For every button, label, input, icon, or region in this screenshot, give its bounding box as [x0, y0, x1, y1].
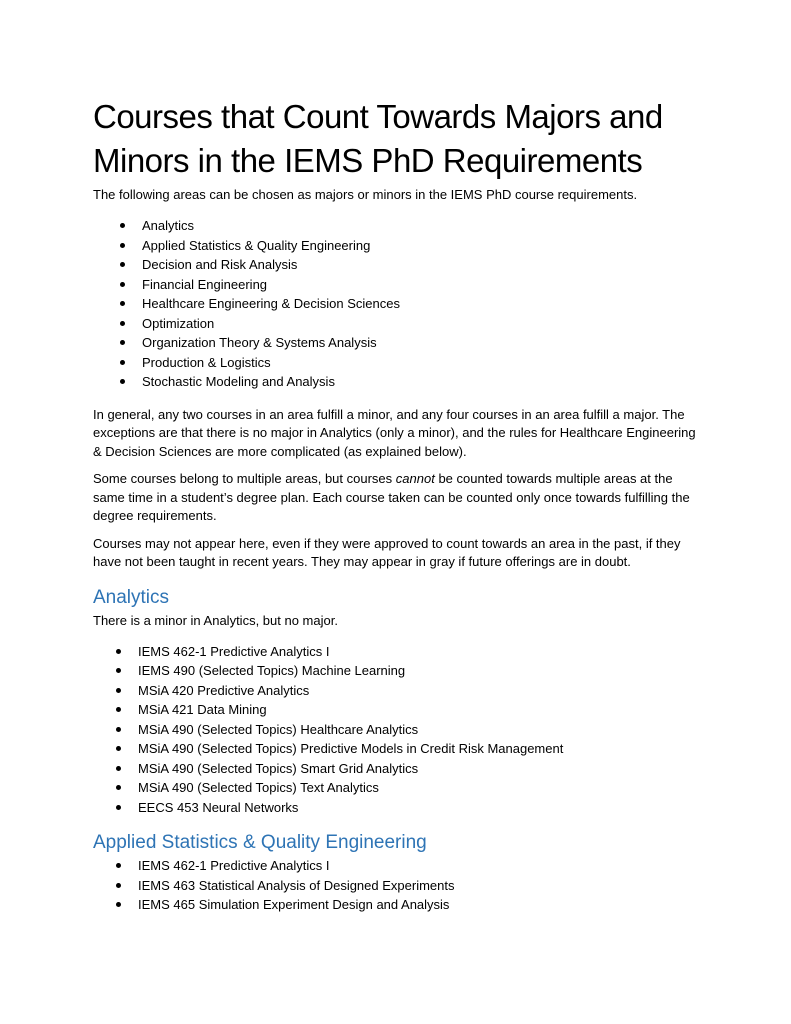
paragraph-text: be counted towards multiple areas at the same time in a student’s degree plan. Each course taken can be counted only once towards fulfilling the degree requirements.: [93, 471, 690, 523]
title-line-2: Minors in the IEMS PhD Requirements: [93, 142, 643, 179]
course-label: IEMS 462-1 Predictive Analytics I: [138, 643, 330, 659]
area-label: Analytics: [142, 218, 195, 233]
title-line-1: Courses that Count Towards Majors and: [93, 98, 663, 135]
paragraph-text: Some courses belong to multiple areas, but courses: [93, 471, 396, 486]
bullet-icon: [120, 223, 125, 228]
bullet-icon: [116, 883, 121, 888]
bullet-icon: [120, 301, 125, 306]
multiple-areas-paragraph: [93, 470, 701, 526]
bullet-icon: [120, 340, 125, 345]
list-item: [93, 739, 701, 759]
section-heading-analytics: Analytics: [93, 586, 170, 608]
list-item: [93, 255, 701, 275]
area-label: Healthcare Engineering & Decision Sciences: [142, 296, 400, 311]
bullet-icon: [116, 668, 121, 673]
course-label: IEMS 490 (Selected Topics) Machine Learning: [138, 663, 406, 678]
section-note: There is a minor in Analytics, but no major.: [93, 612, 338, 628]
bullet-icon: [120, 360, 125, 365]
area-label: Production & Logistics: [142, 354, 271, 370]
list-item: [93, 778, 701, 798]
intro-paragraph: The following areas can be chosen as majors or minors in the IEMS PhD course requirements.: [93, 187, 638, 202]
list-item: [93, 876, 701, 896]
course-label: MSiA 420 Predictive Analytics: [138, 682, 310, 698]
bullet-icon: [120, 321, 125, 326]
course-label: MSiA 490 (Selected Topics) Smart Grid Analytics: [138, 760, 419, 776]
bullet-icon: [120, 379, 125, 384]
list-item: [93, 353, 701, 373]
list-item: [93, 642, 701, 662]
list-item: [93, 681, 701, 701]
course-label: MSiA 490 (Selected Topics) Healthcare Analytics: [138, 721, 419, 737]
course-label: MSiA 490 (Selected Topics) Predictive Models in Credit Risk Management: [138, 741, 564, 756]
availability-paragraph: Courses may not appear here, even if they were approved to count towards an area in the past, if they have not been taught in recent years. They may appear in gray if future offerings are in doubt.: [93, 535, 681, 569]
area-label: Organization Theory & Systems Analysis: [142, 335, 377, 350]
bullet-icon: [116, 649, 121, 654]
list-item: [93, 798, 701, 818]
bullet-icon: [120, 262, 125, 267]
area-label: Stochastic Modeling and Analysis: [142, 374, 335, 389]
areas-list: [93, 216, 701, 392]
area-label: Decision and Risk Analysis: [142, 257, 298, 272]
bullet-icon: [116, 707, 121, 712]
list-item: [93, 294, 701, 314]
course-label: IEMS 463 Statistical Analysis of Designed Experiments: [138, 877, 455, 893]
course-label: IEMS 465 Simulation Experiment Design and Analysis: [138, 897, 450, 912]
area-label: Financial Engineering: [142, 276, 268, 292]
applied-statistics-course-list: [93, 856, 701, 915]
area-label: Applied Statistics & Quality Engineering: [142, 237, 371, 253]
analytics-course-list: [93, 642, 701, 818]
section-heading-applied-statistics: Applied Statistics & Quality Engineering: [93, 832, 427, 853]
bullet-icon: [120, 243, 125, 248]
emphasis-text: cannot: [395, 471, 435, 486]
rules-paragraph: In general, any two courses in an area fulfill a minor, and any four courses in an area fulfill a major. The exceptions are that there is no major in Analytics (only a minor), and the rules for Healthcare Engineering & Decision Sciences are more complicated (as explained below).: [93, 406, 696, 459]
list-item: [93, 275, 701, 295]
list-item: [93, 720, 701, 740]
bullet-icon: [116, 727, 121, 732]
list-item: [93, 700, 701, 720]
list-item: [93, 314, 701, 334]
page-title: [93, 95, 701, 183]
course-label: MSiA 421 Data Mining: [138, 702, 267, 717]
bullet-icon: [116, 785, 121, 790]
list-item: [93, 895, 701, 915]
area-label: Optimization: [142, 315, 215, 331]
bullet-icon: [116, 902, 121, 907]
list-item: [93, 216, 701, 236]
bullet-icon: [116, 805, 121, 810]
list-item: [93, 372, 701, 392]
bullet-icon: [116, 863, 121, 868]
bullet-icon: [116, 688, 121, 693]
course-label: MSiA 490 (Selected Topics) Text Analytics: [138, 780, 379, 795]
list-item: [93, 333, 701, 353]
bullet-icon: [116, 766, 121, 771]
list-item: [93, 759, 701, 779]
list-item: [93, 236, 701, 256]
list-item: [93, 661, 701, 681]
bullet-icon: [116, 746, 121, 751]
list-item: [93, 856, 701, 876]
course-label: EECS 453 Neural Networks: [138, 799, 299, 815]
bullet-icon: [120, 282, 125, 287]
course-label: IEMS 462-1 Predictive Analytics I: [138, 858, 330, 873]
